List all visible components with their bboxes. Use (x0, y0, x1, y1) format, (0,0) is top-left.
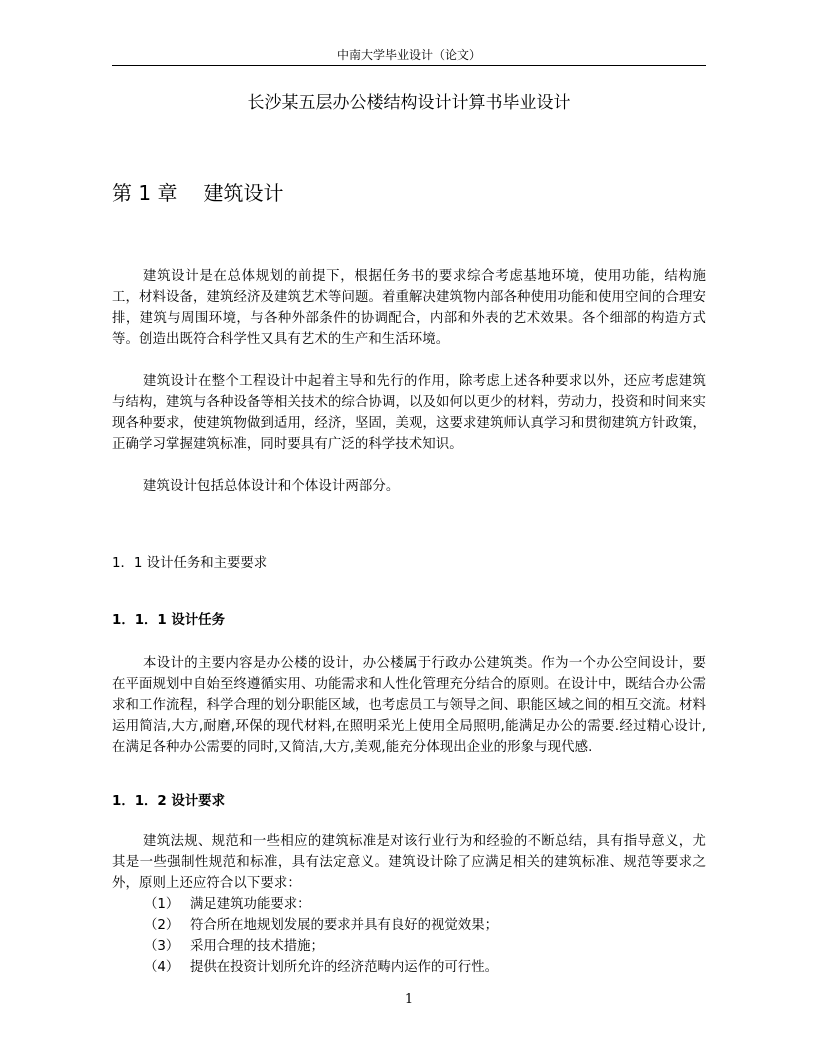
requirements-list (144, 894, 498, 978)
list-item (144, 936, 498, 957)
list-item-number: （2） (144, 918, 180, 933)
design-requirements-paragraph: 建筑法规、规范和一些相应的建筑标准是对该行业行为和经验的不断总结，具有指导意义，尤其是一些强制性规范和标准，具有法定意义。建筑设计除了应满足相关的建筑标准、规范等要求之外，原则上还应符合以下要求： (112, 834, 706, 891)
chapter-number: 第 1 章 (112, 181, 178, 205)
list-item-number: （4） (144, 960, 180, 975)
header-rule (112, 65, 706, 66)
document-title: 长沙某五层办公楼结构设计计算书毕业设计 (247, 93, 571, 113)
page-number: 1 (404, 992, 414, 1007)
list-item (144, 957, 498, 978)
design-task-paragraph: 本设计的主要内容是办公楼的设计，办公楼属于行政办公建筑类。作为一个办公空间设计，要在平面规划中自始至终遵循实用、功能需求和人性化管理充分结合的原则。在设计中，既结合办公需求和工作流程，科学合理的划分职能区域，也考虑员工与领导之间、职能区域之间的相互交流。材料运用简洁,大方,耐磨,环保的现代材料,在照明采光上使用全局照明,能满足办公的需要.经过精心设计,在满足各种办公需要的同时,又简洁,大方,美观,能充分体现出企业的形象与现代感. (112, 656, 706, 755)
list-item-text: 提供在投资计划所允许的经济范畴内运作的可行性。 (190, 960, 498, 975)
list-item-text: 采用合理的技术措施； (190, 939, 324, 954)
chapter-heading (112, 179, 283, 207)
subsection-heading-1-1-2: 1．1．2 设计要求 (112, 794, 225, 809)
intro-paragraph-3: 建筑设计包括总体设计和个体设计两部分。 (143, 479, 400, 494)
list-item-number: （1） (144, 897, 180, 912)
list-item-number: （3） (144, 939, 180, 954)
list-item-text: 符合所在地规划发展的要求并具有良好的视觉效果； (190, 918, 498, 933)
intro-paragraph-2: 建筑设计在整个工程设计中起着主导和先行的作用，除考虑上述各种要求以外，还应考虑建筑与结构，建筑与各种设备等相关技术的综合协调，以及如何以更少的材料，劳动力，投资和时间来实现各种要求，使建筑物做到适用，经济，坚固，美观，这要求建筑师认真学习和贯彻建筑方针政策，正确学习掌握建筑标准，同时要具有广泛的科学技术知识。 (112, 374, 706, 452)
list-item (144, 894, 498, 915)
list-item (144, 915, 498, 936)
chapter-title: 建筑设计 (203, 181, 284, 205)
intro-paragraph-1: 建筑设计是在总体规划的前提下，根据任务书的要求综合考虑基地环境，使用功能，结构施工，材料设备，建筑经济及建筑艺术等问题。着重解决建筑物内部各种使用功能和使用空间的合理安排，建筑与周围环境，与各种外部条件的协调配合，内部和外表的艺术效果。各个细部的构造方式等。创造出既符合科学性又具有艺术的生产和生活环境。 (112, 269, 706, 347)
section-heading-1-1: 1．1 设计任务和主要要求 (112, 556, 268, 571)
list-item-text: 满足建筑功能要求： (190, 897, 311, 912)
subsection-heading-1-1-1: 1．1．1 设计任务 (112, 613, 225, 628)
running-header: 中南大学毕业设计（论文） (336, 48, 481, 62)
